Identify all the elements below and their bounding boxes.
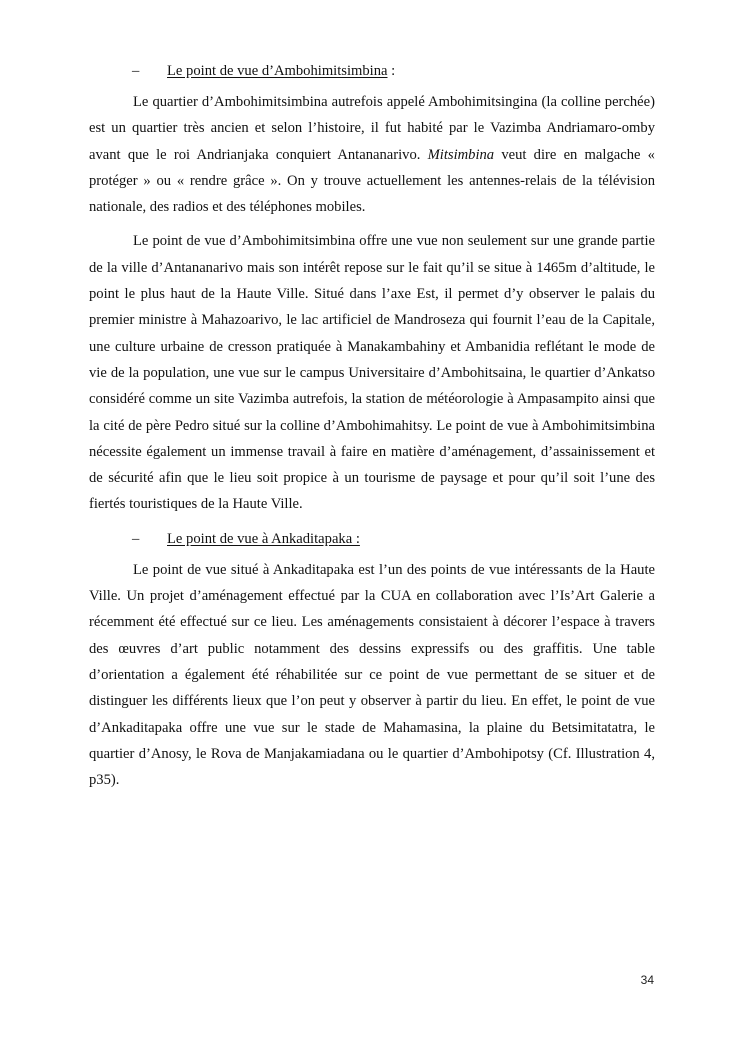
bullet-dash: – (132, 63, 140, 79)
section-heading-text (167, 526, 360, 552)
italic-term: Mitsimbina (427, 146, 495, 163)
paragraph-text: Le quartier d’Ambohimitsimbina autrefois appelé Ambohimitsingina (la colline perchée) est un quartier très ancien et selon l’histoire, il fut habité par le Vazimba Andriamaro-omby avant que le roi Andrianjaka conquiert Antananarivo. (89, 94, 655, 163)
paragraph-text: veut dire en malgache « protéger » ou « rendre grâce ». On y trouve actuellement les antennes-relais de la télévision nationale, des radios et des téléphones mobiles. (89, 146, 655, 216)
section-title-suffix: : (387, 63, 396, 79)
paragraph-ambohimitsimbina-history (89, 89, 655, 220)
bullet-dash: – (132, 530, 140, 547)
paragraph-ambohimitsimbina-view: Le point de vue d’Ambohimitsimbina offre une vue non seulement sur une grande partie de la ville d’Antananarivo mais son intérêt repose sur le fait qu’il se situe à 1465m d’altitude, le point le plus haut de la Haute Ville. Situé dans l’axe Est, il permet d’y observer le palais du premier ministre à Mahazoarivo, le lac artificiel de Mandroseza qui fournit l’eau de la Capitale, une culture urbaine de cresson pratiquée à Manakambahiny et Ambanidia reflétant le mode de vie de la population, une vue sur le campus Universitaire d’Ambohitsaina, le quartier d’Ankatso considéré comme un site Vazimba autrefois, la station de météorologie à Ampasampito ainsi que la cité de père Pedro situé sur la colline d’Ambohimahitsy. Le point de vue à Ambohimitsimbina nécessite également un immense travail à faire en matière d’aménagement, d’assainissement et de sécurité afin que le lieu soit propice à un tourisme de paysage et pour qu’il soit l’une des fiertés touristiques de la Haute Ville. (89, 233, 655, 513)
document-page (89, 58, 655, 801)
section-title: Le point de vue à Ankaditapaka : (167, 530, 360, 547)
section-heading-text (167, 58, 395, 84)
section-title: Le point de vue d’Ambohimitsimbina (167, 63, 388, 79)
paragraph-ankaditapaka: Le point de vue situé à Ankaditapaka est l’un des points de vue intéressants de la Haute Ville. Un projet d’aménagement effectué par la CUA en collaboration avec l’Is’Art Galerie a récemment été effectué sur ce lieu. Les aménagements consistaient à décorer l’espace à travers des œuvres d’art public notamment des dessins expressifs ou des graffitis. Une table d’orientation a également été réhabilitée sur ce point de vue permettant de se situer et de distinguer les différents lieux que l’on peut y observer à partir du lieu. En effet, le point de vue d’Ankaditapaka offre une vue sur le stade de Mahamasina, la plaine du Betsimitatatra, le quartier d’Anosy, le Rova de Manjakamiadana ou le quartier d’Ambohipotsy (Cf. Illustration 4, p35). (89, 561, 655, 789)
section-heading-ankaditapaka (89, 526, 655, 552)
section-heading-ambohimitsimbina (89, 58, 655, 84)
page-number: 34 (640, 973, 654, 987)
